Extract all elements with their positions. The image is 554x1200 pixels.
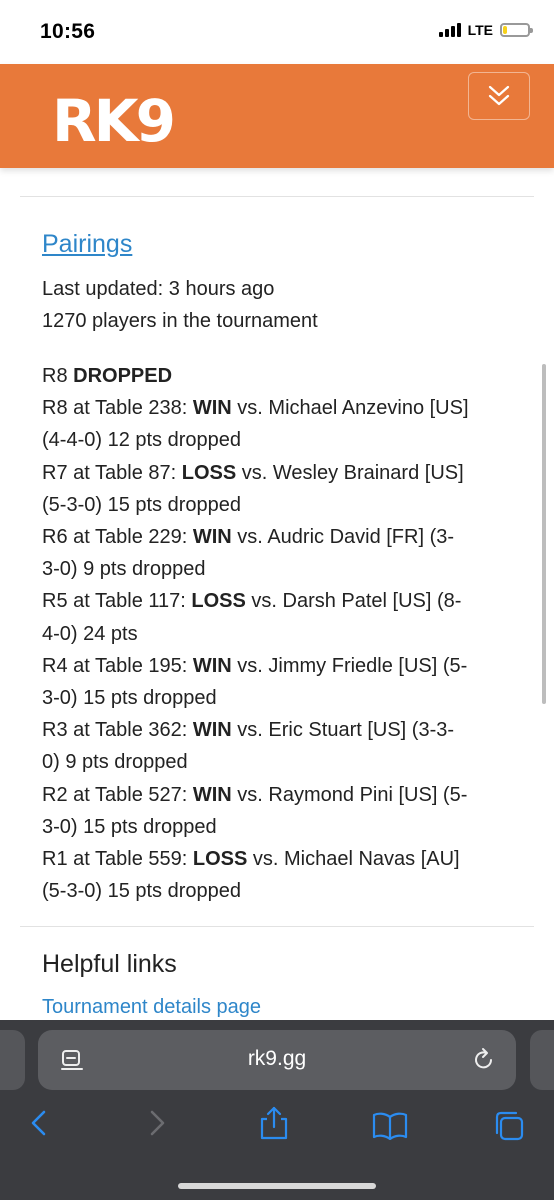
address-bar[interactable] (38, 1030, 516, 1090)
result-line (42, 585, 512, 617)
signal-icon (439, 23, 461, 37)
result-outcome: LOSS (181, 461, 237, 484)
next-tab-preview[interactable] (530, 1030, 554, 1090)
result-text: R6 at Table 229: (42, 526, 193, 549)
player-count-text: 1270 players in the tournament (42, 310, 318, 332)
result-opponent: vs. Darsh Patel [US] (8- (245, 590, 462, 613)
result-line (42, 424, 512, 456)
result-line (42, 521, 512, 553)
menu-toggle-button[interactable] (468, 72, 530, 120)
result-line (42, 682, 512, 714)
result-outcome: WIN (192, 654, 232, 677)
result-text: 0) 9 pts dropped (42, 751, 188, 774)
divider (20, 196, 534, 197)
result-line (42, 875, 512, 907)
result-opponent: vs. Jimmy Friedle [US] (5- (231, 654, 468, 677)
result-line (42, 714, 512, 746)
result-line (42, 553, 512, 585)
result-line (42, 811, 512, 843)
share-icon[interactable] (258, 1105, 290, 1141)
divider (20, 926, 534, 927)
result-outcome: WIN (192, 526, 232, 549)
bookmarks-icon[interactable] (372, 1112, 408, 1140)
result-outcome: LOSS (192, 848, 248, 871)
result-line (42, 618, 512, 650)
result-outcome: WIN (192, 719, 232, 742)
chevron-double-down-icon (486, 83, 512, 109)
tournament-details-link[interactable]: Tournament details page (42, 996, 262, 1018)
home-indicator[interactable] (178, 1183, 376, 1189)
result-text: (5-3-0) 15 pts dropped (42, 880, 242, 903)
tabs-icon[interactable] (492, 1109, 526, 1143)
url-text: rk9.gg (247, 1047, 307, 1070)
result-line (42, 650, 512, 682)
status-indicators (439, 22, 530, 38)
scrollbar[interactable] (542, 364, 546, 704)
result-text: 3-0) 9 pts dropped (42, 558, 206, 581)
previous-tab-preview[interactable] (0, 1030, 25, 1090)
result-line (42, 779, 512, 811)
helpful-links-heading: Helpful links (42, 950, 177, 978)
result-text: R8 at Table 238: (42, 397, 193, 420)
result-text: R5 at Table 117: (42, 590, 192, 613)
browser-toolbar (0, 1020, 554, 1200)
result-opponent: vs. Eric Stuart [US] (3-3- (231, 719, 455, 742)
last-updated-text: Last updated: 3 hours ago (42, 278, 275, 300)
network-type: LTE (467, 22, 493, 38)
result-opponent: vs. Michael Anzevino [US] (231, 397, 469, 420)
result-outcome: WIN (192, 783, 232, 806)
result-line (42, 843, 512, 875)
result-text: 3-0) 15 pts dropped (42, 815, 217, 838)
status-time: 10:56 (40, 20, 96, 43)
rk9-logo[interactable]: RK9 (52, 87, 173, 155)
result-text: R8 (42, 365, 74, 387)
reload-icon[interactable] (472, 1047, 496, 1073)
result-text: R7 at Table 87: (42, 461, 182, 484)
back-icon[interactable] (26, 1108, 52, 1138)
forward-icon[interactable] (144, 1108, 170, 1138)
result-text: R2 at Table 527: (42, 783, 193, 806)
result-text: 3-0) 15 pts dropped (42, 687, 217, 710)
result-text: R1 at Table 559: (42, 848, 193, 871)
result-text: R3 at Table 362: (42, 719, 193, 742)
result-outcome: DROPPED (73, 365, 173, 387)
battery-icon (500, 23, 530, 37)
result-line (42, 489, 512, 521)
status-bar (0, 0, 554, 64)
result-line (42, 746, 512, 778)
match-results-list (42, 360, 512, 907)
result-line (42, 457, 512, 489)
result-opponent: vs. Michael Navas [AU] (247, 848, 460, 871)
result-outcome: LOSS (191, 590, 246, 613)
pairings-link[interactable]: Pairings (42, 230, 133, 258)
battery-level (503, 26, 507, 34)
site-header (0, 64, 554, 168)
result-line (42, 360, 512, 392)
result-line (42, 392, 512, 424)
result-text: (5-3-0) 15 pts dropped (42, 493, 242, 516)
result-text: (4-4-0) 12 pts dropped (42, 429, 242, 452)
result-outcome: WIN (192, 397, 232, 420)
result-opponent: vs. Audric David [FR] (3- (231, 526, 455, 549)
result-opponent: vs. Wesley Brainard [US] (236, 461, 464, 484)
result-text: R4 at Table 195: (42, 654, 193, 677)
page-content (0, 168, 554, 1020)
result-text: 4-0) 24 pts (42, 622, 138, 645)
result-opponent: vs. Raymond Pini [US] (5- (231, 783, 468, 806)
